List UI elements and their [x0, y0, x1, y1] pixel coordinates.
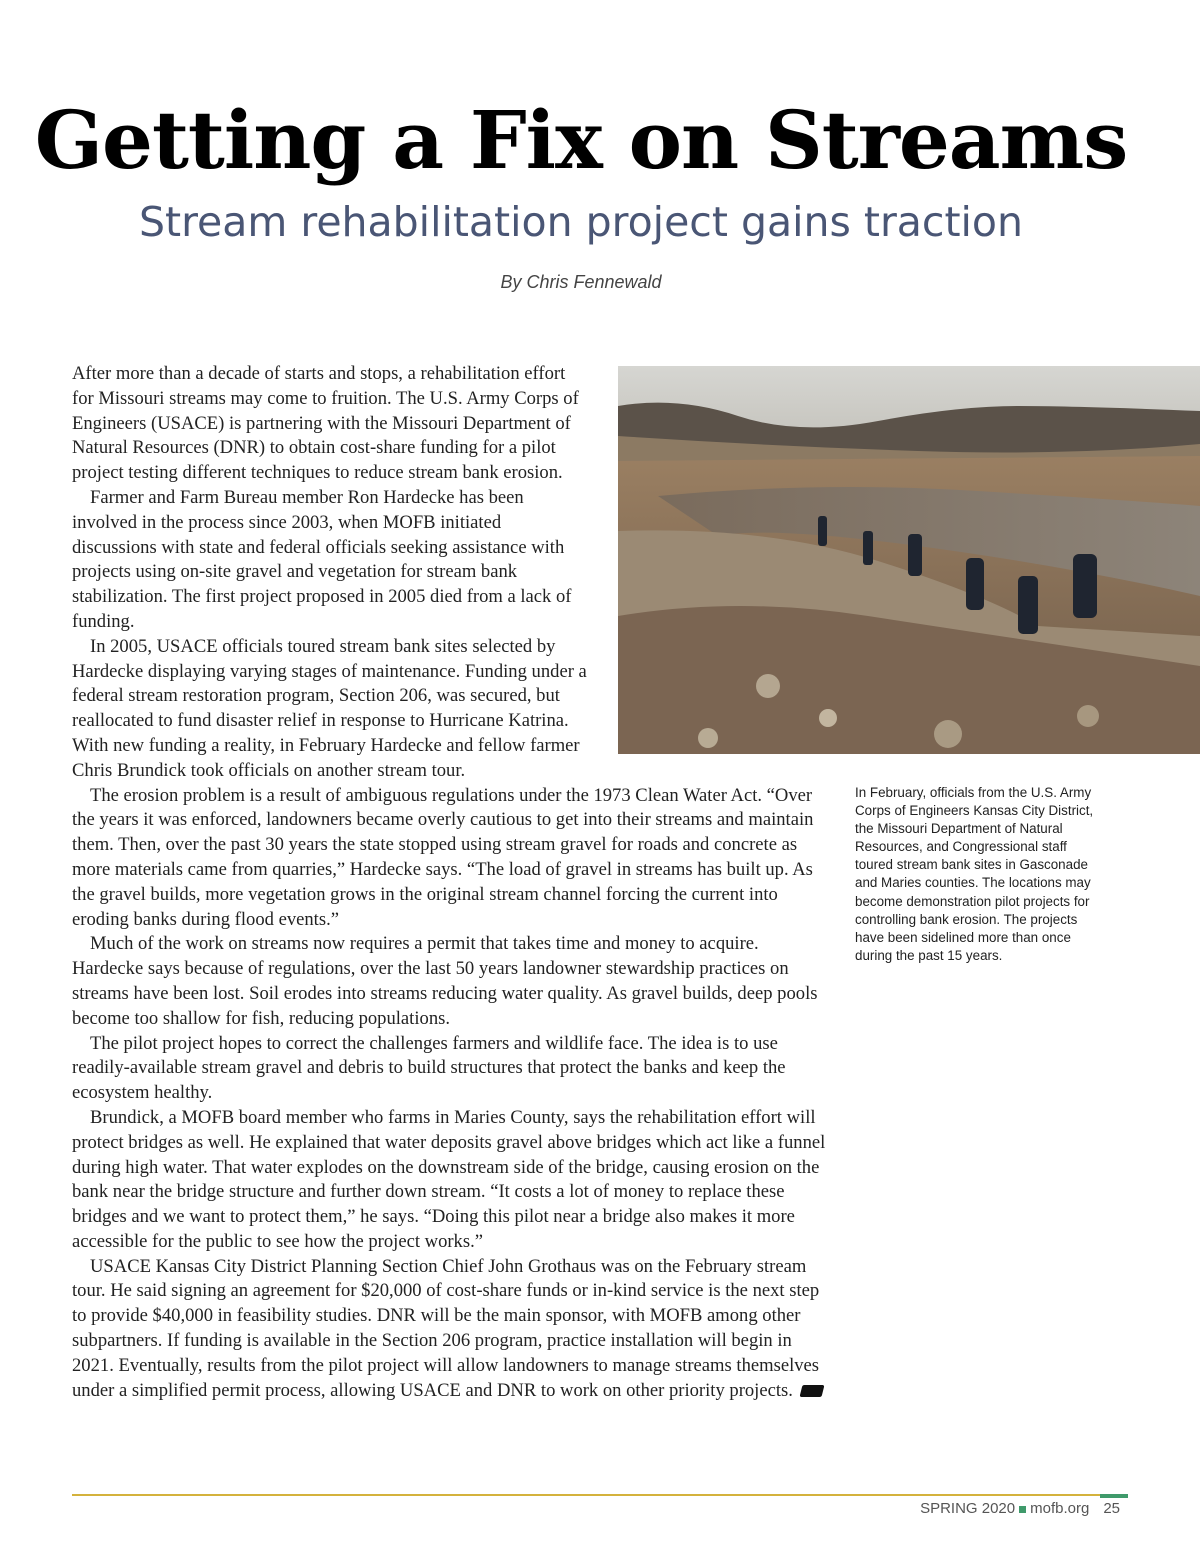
- page-number: 25: [1103, 1500, 1120, 1517]
- body-paragraph: The erosion problem is a result of ambiguous regulations under the 1973 Clean Water Act. “Over the years it was enforced, landowners became overly cautious to get into their streams and maintain them. Then, over the past 30 years the state stopped using stream gravel for roads and concrete as more materials came from quarries,” Hardecke says. “The load of gravel in streams has built up. As the gravel builds, more vegetation grows in the original stream channel forcing the current into eroding banks during flood events.”: [72, 784, 814, 930]
- footer-rule-accent: [1100, 1494, 1128, 1498]
- article-byline: By Chris Fennewald: [500, 272, 662, 292]
- body-paragraph: Brundick, a MOFB board member who farms in Maries County, says the rehabilitation effort will protect bridges as well. He explained that water deposits gravel above bridges which act like a funnel during high water. That water explodes on the downstream side of the bridge, causing erosion on the bank near the bridge structure and further down stream. “It costs a lot of money to replace these bridges and we want to protect them,” he says. “Doing this pilot near a bridge also makes it more accessible for the public to see how the project works.”: [72, 1106, 826, 1252]
- body-paragraph: In 2005, USACE officials toured stream bank sites selected by Hardecke displaying varying stages of maintenance. Funding under a federal stream restoration program, Section 206, was secured, but reallocated to fund disaster relief in response to Hurricane Katrina. With new funding a reality, in February Hardecke and fellow farmer Chris Brundick took officials on another stream tour.: [72, 635, 587, 781]
- page-footer: [920, 1500, 1120, 1517]
- separator-square-icon: [1019, 1506, 1026, 1513]
- photo-caption: In February, officials from the U.S. Army Corps of Engineers Kansas City District, the Missouri Department of Natural Resources, and Congressional staff toured stream bank sites in Gasconade and Maries counties. The locations may become demonstration pilot projects for controlling bank erosion. The projects have been sidelined more than once during the past 15 years.: [855, 785, 1094, 963]
- article-headline: Getting a Fix on Streams: [34, 93, 1128, 187]
- site-link[interactable]: mofb.org: [1030, 1500, 1090, 1517]
- article-body: [72, 362, 834, 1403]
- body-paragraph: Much of the work on streams now requires a permit that takes time and money to acquire. Hardecke says because of regulations, over the last 50 years landowner stewardship practices on streams have been lost. Soil erodes into streams reducing water quality. As gravel builds, deep pools become too shallow for fish, reducing populations.: [72, 933, 818, 1029]
- last-paragraph-text: USACE Kansas City District Planning Section Chief John Grothaus was on the February stream tour. He said signing an agreement for $20,000 of cost-share funds or in-kind service is the next step to provide $40,000 in feasibility studies. DNR will be the main sponsor, with MOFB among other subpartners. If funding is available in the Section 206 program, practice installation will begin in 2021. Eventually, results from the pilot project will allow landowners to manage streams themselves under a simplified permit process, allowing USACE and DNR to work on other priority projects.: [72, 1255, 820, 1401]
- photo-wrap-spacer: [594, 362, 834, 765]
- body-paragraph: [72, 1255, 834, 1404]
- farm-bureau-logo-icon: [799, 1385, 824, 1397]
- body-paragraph: The pilot project hopes to correct the challenges farmers and wildlife face. The idea is to use readily-available stream gravel and debris to build structures that protect the banks and keep the ecosystem healthy.: [72, 1032, 786, 1104]
- body-paragraph: After more than a decade of starts and stops, a rehabilitation effort for Missouri streams may come to fruition. The U.S. Army Corps of Engineers (USACE) is partnering with the Missouri Department of Natural Resources (DNR) to obtain cost-share funding for a pilot project testing different techniques to reduce stream bank erosion.: [72, 363, 579, 484]
- footer-rule: [72, 1494, 1128, 1496]
- body-paragraph: Farmer and Farm Bureau member Ron Hardecke has been involved in the process since 2003, when MOFB initiated discussions with state and federal officials seeking assistance with projects using on-site gravel and vegetation for stream bank stabilization. The first project proposed in 2005 died from a lack of funding.: [72, 486, 572, 632]
- article-subheadline: Stream rehabilitation project gains traction: [138, 198, 1024, 246]
- issue-label: SPRING 2020: [920, 1500, 1016, 1517]
